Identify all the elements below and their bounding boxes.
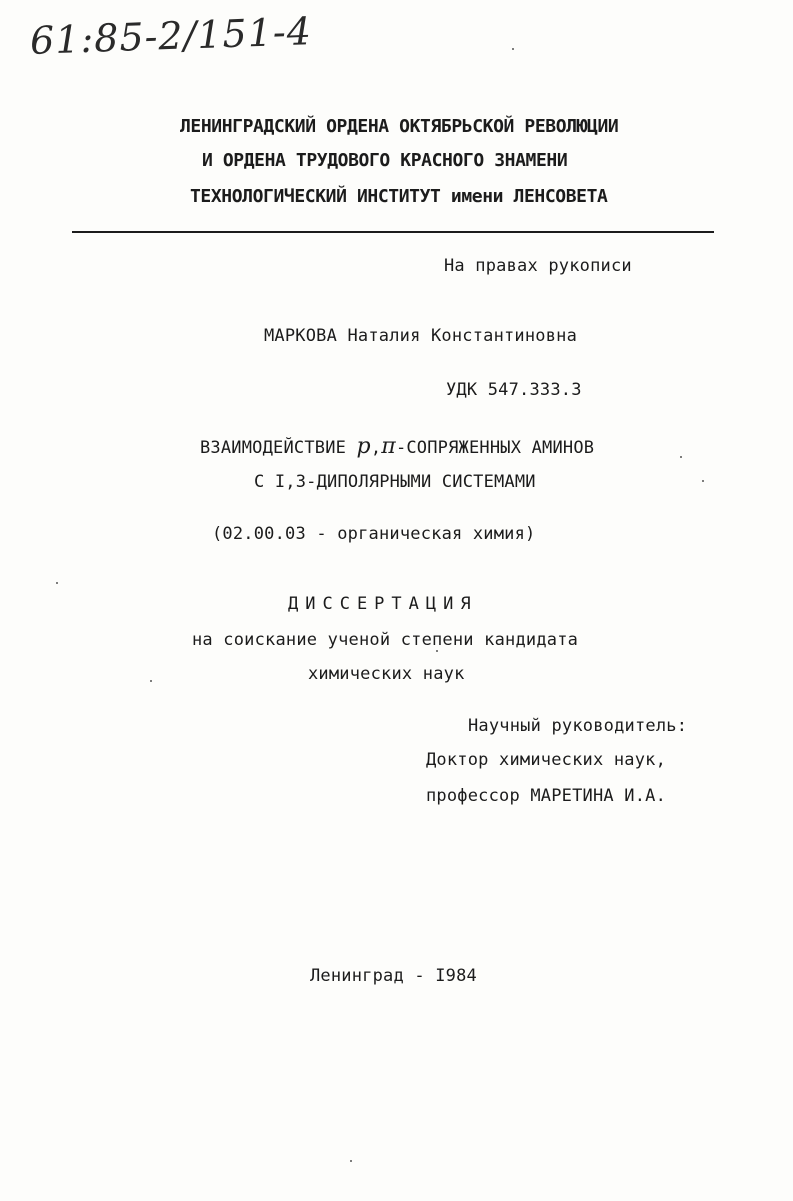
scan-speck — [512, 48, 514, 50]
supervisor-label: Научный руководитель: — [468, 716, 688, 736]
supervisor-name: профессор МАРЕТИНА И.А. — [426, 786, 667, 806]
header-divider — [72, 231, 714, 233]
manuscript-note: На правах рукописи — [444, 256, 632, 276]
supervisor-degree: Доктор химических наук, — [426, 750, 667, 770]
degree-line-1: на соискание ученой степени кандидата — [192, 630, 579, 650]
title-prefix: ВЗАИМОДЕЙСТВИЕ — [200, 438, 347, 458]
scan-speck — [702, 480, 704, 482]
specialty-code: (02.00.03 - органическая химия) — [212, 524, 536, 544]
title-line-1 — [200, 434, 594, 459]
place-and-year: Ленинград - I984 — [310, 966, 477, 986]
archive-code-handwritten: 61:85-2/151-4 — [29, 9, 313, 63]
institute-line-1: ЛЕНИНГРАДСКИЙ ОРДЕНА ОКТЯБРЬСКОЙ РЕВОЛЮЦИИ — [180, 116, 619, 137]
scan-speck — [56, 582, 58, 584]
work-type: ДИССЕРТАЦИЯ — [288, 594, 478, 614]
degree-line-2: химических наук — [308, 664, 465, 684]
institute-line-3: ТЕХНОЛОГИЧЕСКИЙ ИНСТИТУТ имени ЛЕНСОВЕТА — [190, 186, 608, 207]
scan-speck — [350, 1160, 352, 1162]
udc-code: УДК 547.333.3 — [446, 380, 582, 400]
title-suffix: -СОПРЯЖЕННЫХ АМИНОВ — [395, 438, 595, 458]
title-line-2: С I,3-ДИПОЛЯРНЫМИ СИСТЕМАМИ — [254, 472, 536, 492]
title-comma: , — [370, 438, 382, 458]
scan-speck — [680, 456, 682, 458]
scan-speck — [436, 650, 438, 652]
scan-speck — [150, 680, 152, 682]
symbol-pi: π — [381, 434, 396, 459]
author-name: МАРКОВА Наталия Константиновна — [264, 326, 578, 346]
institute-line-2: И ОРДЕНА ТРУДОВОГО КРАСНОГО ЗНАМЕНИ — [202, 150, 568, 171]
symbol-p: p — [356, 434, 371, 459]
